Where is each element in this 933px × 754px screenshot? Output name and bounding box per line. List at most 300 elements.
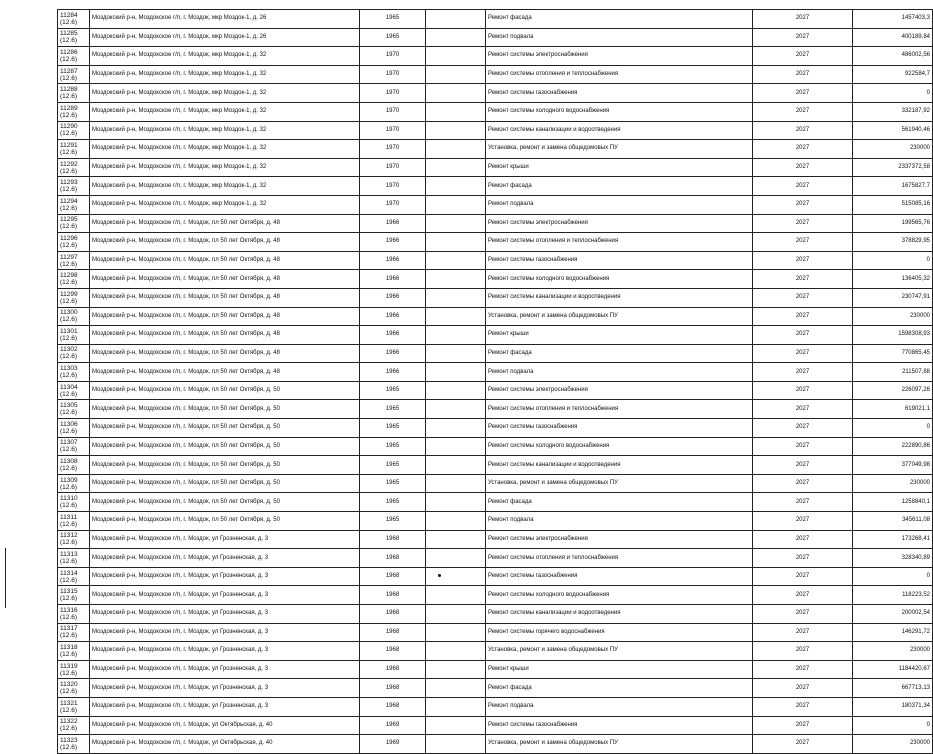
record-id-cell [58, 307, 90, 326]
address-cell: Моздокский р-н, Моздокское г/п, г. Моздок, пл 50 лет Октября, д. 48 [90, 307, 360, 326]
record-id-cell [58, 419, 90, 438]
record-id-cell [58, 326, 90, 345]
year-cell: 1969 [360, 735, 426, 754]
address-cell: Моздокский р-н, Моздокское г/п, г. Моздок, пл 50 лет Октября, д. 48 [90, 270, 360, 289]
table-row [58, 735, 933, 754]
address-cell: Моздокский р-н, Моздокское г/п, г. Моздок, ул Грозненская, д. 3 [90, 530, 360, 549]
plan-year-cell: 2027 [753, 121, 853, 140]
record-id-cell [58, 549, 90, 568]
table-row [58, 456, 933, 475]
table-row [58, 84, 933, 103]
plan-year-cell: 2027 [753, 623, 853, 642]
cost-cell: 377049,98 [853, 456, 933, 475]
address-cell: Моздокский р-н, Моздокское г/п, г. Моздок, мкр Моздок-1, д. 32 [90, 84, 360, 103]
cost-cell: 1675827,7 [853, 177, 933, 196]
address-cell: Моздокский р-н, Моздокское г/п, г. Моздок, пл 50 лет Октября, д. 48 [90, 214, 360, 233]
record-subcode: (12.6) [60, 260, 77, 268]
cost-cell: 0 [853, 567, 933, 586]
record-id-cell [58, 102, 90, 121]
year-cell: 1965 [360, 28, 426, 47]
year-cell: 1970 [360, 177, 426, 196]
work-type-cell: Ремонт системы электроснабжения [486, 530, 753, 549]
blank-cell [426, 326, 486, 345]
cost-cell: 770865,45 [853, 344, 933, 363]
record-id: 11309 [60, 476, 78, 484]
blank-cell [426, 586, 486, 605]
record-id: 11305 [60, 402, 78, 410]
year-cell: 1970 [360, 47, 426, 66]
work-type-cell: Ремонт системы газоснабжения [486, 419, 753, 438]
table-row [58, 586, 933, 605]
address-cell: Моздокский р-н, Моздокское г/п, г. Моздок, пл 50 лет Октября, д. 50 [90, 493, 360, 512]
repair-schedule-table [57, 9, 933, 754]
cost-cell: 200002,54 [853, 605, 933, 624]
record-subcode: (12.6) [60, 55, 77, 63]
record-id: 11316 [60, 606, 78, 614]
plan-year-cell: 2027 [753, 307, 853, 326]
record-id-cell [58, 660, 90, 679]
cost-cell: 378829,95 [853, 233, 933, 252]
ink-dot-icon [438, 574, 441, 577]
blank-cell [426, 28, 486, 47]
record-id: 11294 [60, 197, 78, 205]
table-row [58, 567, 933, 586]
cost-cell: 2337372,58 [853, 158, 933, 177]
address-cell: Моздокский р-н, Моздокское г/п, г. Моздок, пл 50 лет Октября, д. 50 [90, 456, 360, 475]
address-cell: Моздокский р-н, Моздокское г/п, г. Моздок, ул Грозненская, д. 3 [90, 660, 360, 679]
address-cell: Моздокский р-н, Моздокское г/п, г. Моздок, ул Грозненская, д. 3 [90, 679, 360, 698]
address-cell: Моздокский р-н, Моздокское г/п, г. Моздок, пл 50 лет Октября, д. 50 [90, 437, 360, 456]
record-id: 11287 [60, 67, 78, 75]
table-row [58, 530, 933, 549]
year-cell: 1969 [360, 716, 426, 735]
blank-cell [426, 512, 486, 531]
table-row [58, 493, 933, 512]
work-type-cell: Ремонт системы газоснабжения [486, 567, 753, 586]
table-row [58, 326, 933, 345]
address-cell: Моздокский р-н, Моздокское г/п, г. Моздок, ул Грозненская, д. 3 [90, 623, 360, 642]
work-type-cell: Ремонт системы канализации и водоотведения [486, 605, 753, 624]
record-id: 11323 [60, 736, 78, 744]
plan-year-cell: 2027 [753, 84, 853, 103]
address-cell: Моздокский р-н, Моздокское г/п, г. Моздок, ул Октябрьская, д. 40 [90, 716, 360, 735]
record-id-cell [58, 270, 90, 289]
record-subcode: (12.6) [60, 688, 77, 696]
year-cell: 1970 [360, 195, 426, 214]
blank-cell [426, 363, 486, 382]
table-row [58, 307, 933, 326]
plan-year-cell: 2027 [753, 697, 853, 716]
plan-year-cell: 2027 [753, 214, 853, 233]
record-id-cell [58, 530, 90, 549]
work-type-cell: Установка, ремонт и замена общедомовых ПУ [486, 642, 753, 661]
work-type-cell: Ремонт системы холодного водоснабжения [486, 270, 753, 289]
table-row [58, 214, 933, 233]
work-type-cell: Установка, ремонт и замена общедомовых ПУ [486, 474, 753, 493]
cost-cell: 515085,16 [853, 195, 933, 214]
work-type-cell: Ремонт системы электроснабжения [486, 381, 753, 400]
record-id-cell [58, 233, 90, 252]
record-id: 11298 [60, 272, 78, 280]
blank-cell [426, 400, 486, 419]
record-id-cell [58, 567, 90, 586]
plan-year-cell: 2027 [753, 735, 853, 754]
record-subcode: (12.6) [60, 465, 77, 473]
work-type-cell: Ремонт подвала [486, 363, 753, 382]
plan-year-cell: 2027 [753, 102, 853, 121]
work-type-cell: Ремонт системы холодного водоснабжения [486, 586, 753, 605]
table-row [58, 400, 933, 419]
table-row [58, 195, 933, 214]
blank-cell [426, 47, 486, 66]
work-type-cell: Ремонт подвала [486, 28, 753, 47]
record-subcode: (12.6) [60, 297, 77, 305]
table-row [58, 474, 933, 493]
record-id-cell [58, 288, 90, 307]
address-cell: Моздокский р-н, Моздокское г/п, г. Моздок, ул Грозненская, д. 3 [90, 549, 360, 568]
table-row [58, 549, 933, 568]
year-cell: 1965 [360, 512, 426, 531]
record-subcode: (12.6) [60, 223, 77, 231]
table-row [58, 623, 933, 642]
year-cell: 1970 [360, 140, 426, 159]
record-subcode: (12.6) [60, 725, 77, 733]
record-id-cell [58, 363, 90, 382]
record-subcode: (12.6) [60, 650, 77, 658]
plan-year-cell: 2027 [753, 456, 853, 475]
cost-cell: 0 [853, 84, 933, 103]
record-id: 11302 [60, 346, 78, 354]
cost-cell: 1598308,93 [853, 326, 933, 345]
record-id-cell [58, 456, 90, 475]
blank-cell [426, 102, 486, 121]
work-type-cell: Ремонт системы отопления и теплоснабжения [486, 65, 753, 84]
blank-cell [426, 642, 486, 661]
plan-year-cell: 2027 [753, 270, 853, 289]
margin-rule [5, 548, 6, 608]
record-subcode: (12.6) [60, 613, 77, 621]
record-id-cell [58, 121, 90, 140]
table-row [58, 28, 933, 47]
record-id-cell [58, 400, 90, 419]
plan-year-cell: 2027 [753, 474, 853, 493]
blank-cell [426, 474, 486, 493]
address-cell: Моздокский р-н, Моздокское г/п, г. Моздок, мкр Моздок-1, д. 32 [90, 177, 360, 196]
record-id-cell [58, 10, 90, 29]
table-row [58, 605, 933, 624]
year-cell: 1968 [360, 697, 426, 716]
work-type-cell: Ремонт системы газоснабжения [486, 716, 753, 735]
plan-year-cell: 2027 [753, 400, 853, 419]
table-row [58, 344, 933, 363]
table-row [58, 177, 933, 196]
address-cell: Моздокский р-н, Моздокское г/п, г. Моздок, ул Грозненская, д. 3 [90, 567, 360, 586]
record-subcode: (12.6) [60, 93, 77, 101]
address-cell: Моздокский р-н, Моздокское г/п, г. Моздок, ул Грозненская, д. 3 [90, 642, 360, 661]
address-cell: Моздокский р-н, Моздокское г/п, г. Моздок, пл 50 лет Октября, д. 50 [90, 381, 360, 400]
address-cell: Моздокский р-н, Моздокское г/п, г. Моздок, мкр Моздок-1, д. 32 [90, 102, 360, 121]
record-subcode: (12.6) [60, 576, 77, 584]
record-subcode: (12.6) [60, 558, 77, 566]
record-id-cell [58, 381, 90, 400]
year-cell: 1970 [360, 121, 426, 140]
record-subcode: (12.6) [60, 743, 77, 751]
blank-cell [426, 177, 486, 196]
record-subcode: (12.6) [60, 111, 77, 119]
record-id: 11292 [60, 160, 78, 168]
record-id: 11290 [60, 123, 78, 131]
year-cell: 1965 [360, 381, 426, 400]
address-cell: Моздокский р-н, Моздокское г/п, г. Моздок, мкр Моздок-1, д. 32 [90, 47, 360, 66]
record-subcode: (12.6) [60, 539, 77, 547]
cost-cell: 146291,72 [853, 623, 933, 642]
cost-cell: 0 [853, 419, 933, 438]
record-id: 11308 [60, 458, 78, 466]
record-id: 11306 [60, 420, 78, 428]
year-cell: 1968 [360, 623, 426, 642]
table-row [58, 270, 933, 289]
blank-cell [426, 140, 486, 159]
work-type-cell: Ремонт фасада [486, 493, 753, 512]
work-type-cell: Ремонт системы канализации и водоотведения [486, 288, 753, 307]
table-row [58, 10, 933, 29]
record-subcode: (12.6) [60, 446, 77, 454]
record-id-cell [58, 716, 90, 735]
record-id-cell [58, 177, 90, 196]
work-type-cell: Ремонт фасада [486, 10, 753, 29]
record-subcode: (12.6) [60, 502, 77, 510]
address-cell: Моздокский р-н, Моздокское г/п, г. Моздок, мкр Моздок-1, д. 32 [90, 195, 360, 214]
year-cell: 1966 [360, 363, 426, 382]
blank-cell [426, 679, 486, 698]
record-id-cell [58, 586, 90, 605]
plan-year-cell: 2027 [753, 716, 853, 735]
record-id: 11312 [60, 532, 78, 540]
cost-cell: 345611,08 [853, 512, 933, 531]
table-row [58, 102, 933, 121]
cost-cell: 199565,76 [853, 214, 933, 233]
year-cell: 1968 [360, 567, 426, 586]
table-row [58, 381, 933, 400]
plan-year-cell: 2027 [753, 381, 853, 400]
year-cell: 1970 [360, 158, 426, 177]
table-row [58, 251, 933, 270]
plan-year-cell: 2027 [753, 363, 853, 382]
table-row [58, 140, 933, 159]
record-id-cell [58, 623, 90, 642]
blank-cell [426, 84, 486, 103]
table-row [58, 437, 933, 456]
cost-cell: 230000 [853, 474, 933, 493]
record-subcode: (12.6) [60, 706, 77, 714]
work-type-cell: Ремонт фасада [486, 177, 753, 196]
address-cell: Моздокский р-н, Моздокское г/п, г. Моздок, пл 50 лет Октября, д. 48 [90, 288, 360, 307]
blank-cell [426, 10, 486, 29]
record-id-cell [58, 697, 90, 716]
year-cell: 1966 [360, 288, 426, 307]
address-cell: Моздокский р-н, Моздокское г/п, г. Моздок, пл 50 лет Октября, д. 48 [90, 251, 360, 270]
blank-cell [426, 307, 486, 326]
blank-cell [426, 344, 486, 363]
work-type-cell: Установка, ремонт и замена общедомовых ПУ [486, 735, 753, 754]
year-cell: 1965 [360, 456, 426, 475]
plan-year-cell: 2027 [753, 660, 853, 679]
address-cell: Моздокский р-н, Моздокское г/п, г. Моздок, мкр Моздок-1, д. 32 [90, 140, 360, 159]
cost-cell: 211507,88 [853, 363, 933, 382]
work-type-cell: Ремонт крыши [486, 158, 753, 177]
blank-cell [426, 419, 486, 438]
work-type-cell: Ремонт крыши [486, 326, 753, 345]
cost-cell: 1457403,3 [853, 10, 933, 29]
work-type-cell: Ремонт системы отопления и теплоснабжения [486, 549, 753, 568]
cost-cell: 619021,1 [853, 400, 933, 419]
blank-cell [426, 251, 486, 270]
blank-cell [426, 214, 486, 233]
cost-cell: 922584,7 [853, 65, 933, 84]
plan-year-cell: 2027 [753, 177, 853, 196]
plan-year-cell: 2027 [753, 195, 853, 214]
record-id-cell [58, 474, 90, 493]
record-subcode: (12.6) [60, 130, 77, 138]
blank-cell [426, 623, 486, 642]
address-cell: Моздокский р-н, Моздокское г/п, г. Моздок, мкр Моздок-1, д. 26 [90, 10, 360, 29]
blank-cell [426, 530, 486, 549]
record-subcode: (12.6) [60, 204, 77, 212]
cost-cell: 1184420,67 [853, 660, 933, 679]
year-cell: 1965 [360, 493, 426, 512]
cost-cell: 486002,56 [853, 47, 933, 66]
year-cell: 1965 [360, 419, 426, 438]
work-type-cell: Установка, ремонт и замена общедомовых ПУ [486, 140, 753, 159]
year-cell: 1966 [360, 270, 426, 289]
record-subcode: (12.6) [60, 632, 77, 640]
record-id: 11315 [60, 588, 78, 596]
record-id: 11313 [60, 551, 78, 559]
table-row [58, 363, 933, 382]
table-row [58, 288, 933, 307]
cost-cell: 400189,84 [853, 28, 933, 47]
blank-cell [426, 158, 486, 177]
record-id: 11319 [60, 662, 78, 670]
year-cell: 1966 [360, 344, 426, 363]
plan-year-cell: 2027 [753, 586, 853, 605]
year-cell: 1968 [360, 605, 426, 624]
blank-cell [426, 437, 486, 456]
record-id-cell [58, 65, 90, 84]
year-cell: 1965 [360, 10, 426, 29]
record-id-cell [58, 344, 90, 363]
blank-cell [426, 121, 486, 140]
plan-year-cell: 2027 [753, 549, 853, 568]
blank-cell [426, 660, 486, 679]
year-cell: 1968 [360, 660, 426, 679]
blank-cell [426, 493, 486, 512]
plan-year-cell: 2027 [753, 679, 853, 698]
work-type-cell: Ремонт системы электроснабжения [486, 47, 753, 66]
blank-cell [426, 381, 486, 400]
address-cell: Моздокский р-н, Моздокское г/п, г. Моздок, ул Грозненская, д. 3 [90, 586, 360, 605]
blank-cell [426, 605, 486, 624]
address-cell: Моздокский р-н, Моздокское г/п, г. Моздок, ул Грозненская, д. 3 [90, 697, 360, 716]
year-cell: 1966 [360, 307, 426, 326]
blank-cell [426, 735, 486, 754]
record-id: 11322 [60, 718, 78, 726]
work-type-cell: Ремонт системы канализации и водоотведения [486, 456, 753, 475]
table-row [58, 158, 933, 177]
record-subcode: (12.6) [60, 483, 77, 491]
record-id-cell [58, 493, 90, 512]
plan-year-cell: 2027 [753, 326, 853, 345]
blank-cell [426, 65, 486, 84]
year-cell: 1965 [360, 474, 426, 493]
plan-year-cell: 2027 [753, 140, 853, 159]
address-cell: Моздокский р-н, Моздокское г/п, г. Моздок, пл 50 лет Октября, д. 50 [90, 419, 360, 438]
record-id: 11297 [60, 253, 78, 261]
table-row [58, 233, 933, 252]
year-cell: 1965 [360, 437, 426, 456]
cost-cell: 561940,46 [853, 121, 933, 140]
table-row [58, 716, 933, 735]
plan-year-cell: 2027 [753, 512, 853, 531]
plan-year-cell: 2027 [753, 288, 853, 307]
record-id: 11317 [60, 625, 78, 633]
work-type-cell: Ремонт системы газоснабжения [486, 251, 753, 270]
record-subcode: (12.6) [60, 409, 77, 417]
cost-cell: 667713,13 [853, 679, 933, 698]
record-id: 11286 [60, 48, 78, 56]
address-cell: Моздокский р-н, Моздокское г/п, г. Моздок, ул Октябрьская, д. 40 [90, 735, 360, 754]
cost-cell: 0 [853, 716, 933, 735]
cost-cell: 222890,86 [853, 437, 933, 456]
record-id: 11310 [60, 495, 78, 503]
plan-year-cell: 2027 [753, 158, 853, 177]
address-cell: Моздокский р-н, Моздокское г/п, г. Моздок, пл 50 лет Октября, д. 50 [90, 512, 360, 531]
record-id: 11285 [60, 30, 78, 38]
record-id: 11284 [60, 11, 78, 19]
record-id-cell [58, 605, 90, 624]
table-row [58, 47, 933, 66]
record-id-cell [58, 679, 90, 698]
record-subcode: (12.6) [60, 353, 77, 361]
cost-cell: 180371,34 [853, 697, 933, 716]
work-type-cell: Ремонт крыши [486, 660, 753, 679]
work-type-cell: Ремонт фасада [486, 344, 753, 363]
cost-cell: 173268,41 [853, 530, 933, 549]
work-type-cell: Ремонт системы горячего водоснабжения [486, 623, 753, 642]
record-id-cell [58, 642, 90, 661]
work-type-cell: Ремонт подвала [486, 512, 753, 531]
blank-cell [426, 288, 486, 307]
record-subcode: (12.6) [60, 390, 77, 398]
record-id-cell [58, 158, 90, 177]
record-id-cell [58, 251, 90, 270]
record-subcode: (12.6) [60, 427, 77, 435]
record-id-cell [58, 214, 90, 233]
year-cell: 1968 [360, 549, 426, 568]
record-subcode: (12.6) [60, 316, 77, 324]
year-cell: 1966 [360, 251, 426, 270]
work-type-cell: Ремонт подвала [486, 195, 753, 214]
plan-year-cell: 2027 [753, 344, 853, 363]
address-cell: Моздокский р-н, Моздокское г/п, г. Моздок, мкр Моздок-1, д. 32 [90, 158, 360, 177]
record-subcode: (12.6) [60, 520, 77, 528]
year-cell: 1970 [360, 65, 426, 84]
record-id: 11320 [60, 681, 78, 689]
address-cell: Моздокский р-н, Моздокское г/п, г. Моздок, пл 50 лет Октября, д. 48 [90, 326, 360, 345]
record-id: 11299 [60, 290, 78, 298]
record-subcode: (12.6) [60, 279, 77, 287]
work-type-cell: Ремонт фасада [486, 679, 753, 698]
